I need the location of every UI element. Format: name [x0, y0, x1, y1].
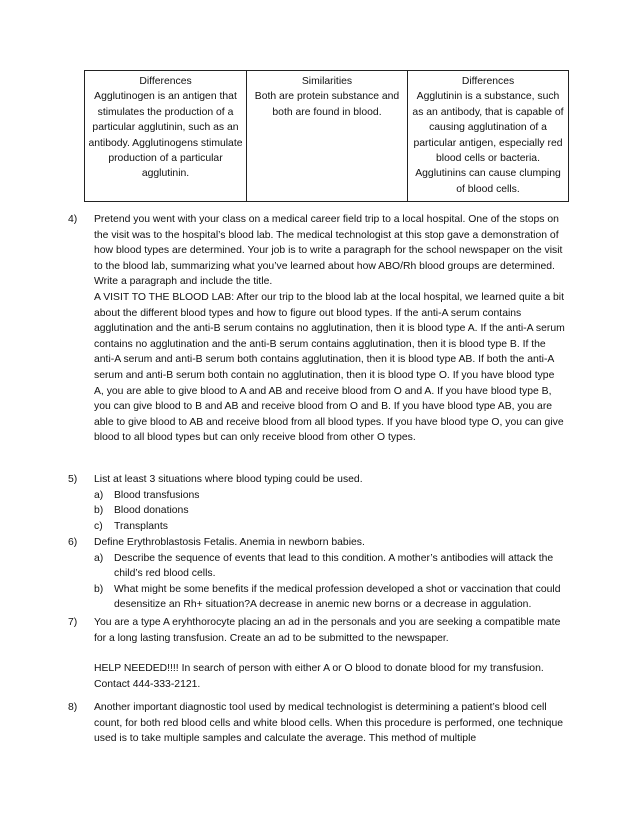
question-number: 4): [68, 214, 78, 225]
list-item: [94, 519, 566, 535]
question-number: 8): [68, 702, 78, 713]
list-item: [94, 551, 566, 582]
list-item: [94, 488, 566, 504]
table-header-differences-left: Differences: [139, 76, 192, 87]
question-4: [68, 212, 568, 446]
list-item-text: Describe the sequence of events that lead to this condition. A mother’s antibodies will attack the child’s red blood cells.: [114, 552, 554, 580]
question-6: [68, 535, 568, 613]
list-item-text: Blood donations: [114, 505, 189, 517]
list-item-text: Blood transfusions: [114, 489, 200, 501]
question-prompt: Pretend you went with your class on a medical career field trip to a local hospital. One of the stops on the visit was to the hospital’s blood lab. The medical technologist at this stop gave a demonstration of how blood types are determined. Your job is to write a paragraph for the school newspaper on the visit to the blood lab, summarizing what you’ve learned about how ABO/Rh blood groups are determined. Write a paragraph and include the title.: [94, 214, 563, 288]
list-item-text: What might be some benefits if the medical profession developed a shot or vaccination that could desensitize an Rh+ situation?A decrease in anemic new borns or a decrease in aggulation.: [114, 583, 561, 611]
similarities-text: Both are protein substance and both are found in blood.: [254, 91, 400, 118]
table-cell-similarities: [247, 71, 408, 202]
list-item-label: a): [94, 489, 104, 501]
list-item-label: b): [94, 583, 104, 595]
agglutinin-text: Agglutinin is a substance, such as an antibody, that is capable of causing agglutination of a particular antigen, especially red blood cells or bacteria. Agglutinins can cause clumping of blood cells.: [412, 91, 564, 195]
table-cell-agglutinogen: [85, 71, 247, 202]
list-item-text: Transplants: [114, 520, 168, 532]
table-cell-agglutinin: [408, 71, 569, 202]
question-number: 6): [68, 537, 78, 548]
agglutinogen-text: Agglutinogen is an antigen that stimulates the production of a particular agglutinin, such as an antibody. Agglutinogens stimulate production of a particular agglutinin.: [88, 91, 243, 180]
question-8: [68, 700, 568, 747]
question-number: 5): [68, 474, 78, 485]
list-item-label: c): [94, 520, 103, 532]
question-prompt: Another important diagnostic tool used by medical technologist is determining a patient’s blood cell count, for both red blood cells and white blood cells. When this procedure is performed, one technique used is to take multiple samples and calculate the average. This method of multiple: [94, 702, 564, 745]
question-7: [68, 615, 568, 692]
comparison-table: [84, 70, 569, 202]
question-answer: A VISIT TO THE BLOOD LAB: After our trip to the blood lab at the local hospital, we learned quite a bit about the different blood types and how to figure out blood types. If the anti-A serum contains agglutination and the anti-B serum contains no agglutination, then it is blood type A. If the anti-A serum contains no agglutination and the anti-B serum contains agglutination, then it is blood type B. If the anti-A serum and anti-B serum both contains agglutination, then it is blood type AB. If both the anti-A serum and anti-B serum both contain no agglutination, then it is blood type O. If you have blood type A, you are able to give blood to A and AB and receive blood from O and A. If you have blood type B, you can give blood to B and AB and receive blood from O and B. If you have blood type AB, you are able to give blood to AB and receive blood from all blood types. If you have blood type O, you can give blood to all blood types but can only receive blood from other O types.: [94, 291, 565, 444]
list-item-label: b): [94, 505, 104, 517]
table-header-differences-right: Differences: [461, 76, 515, 87]
question-prompt: Define Erythroblastosis Fetalis. Anemia in newborn babies.: [94, 537, 365, 548]
question-answer: HELP NEEDED!!!! In search of person with either A or O blood to donate blood for my transfusion. Contact 444-333-2121.: [94, 663, 544, 690]
list-item: [94, 503, 566, 519]
question-5: [68, 472, 568, 534]
list-item-label: a): [94, 552, 104, 564]
list-item: [94, 582, 566, 613]
question-prompt: You are a type A eryhthorocyte placing an ad in the personals and you are seeking a compatible mate for a long lasting transfusion. Create an ad to be submitted to the newspaper.: [94, 617, 561, 644]
question-number: 7): [68, 617, 78, 628]
question-prompt: List at least 3 situations where blood typing could be used.: [94, 474, 363, 485]
table-header-similarities: Similarities: [301, 76, 353, 87]
